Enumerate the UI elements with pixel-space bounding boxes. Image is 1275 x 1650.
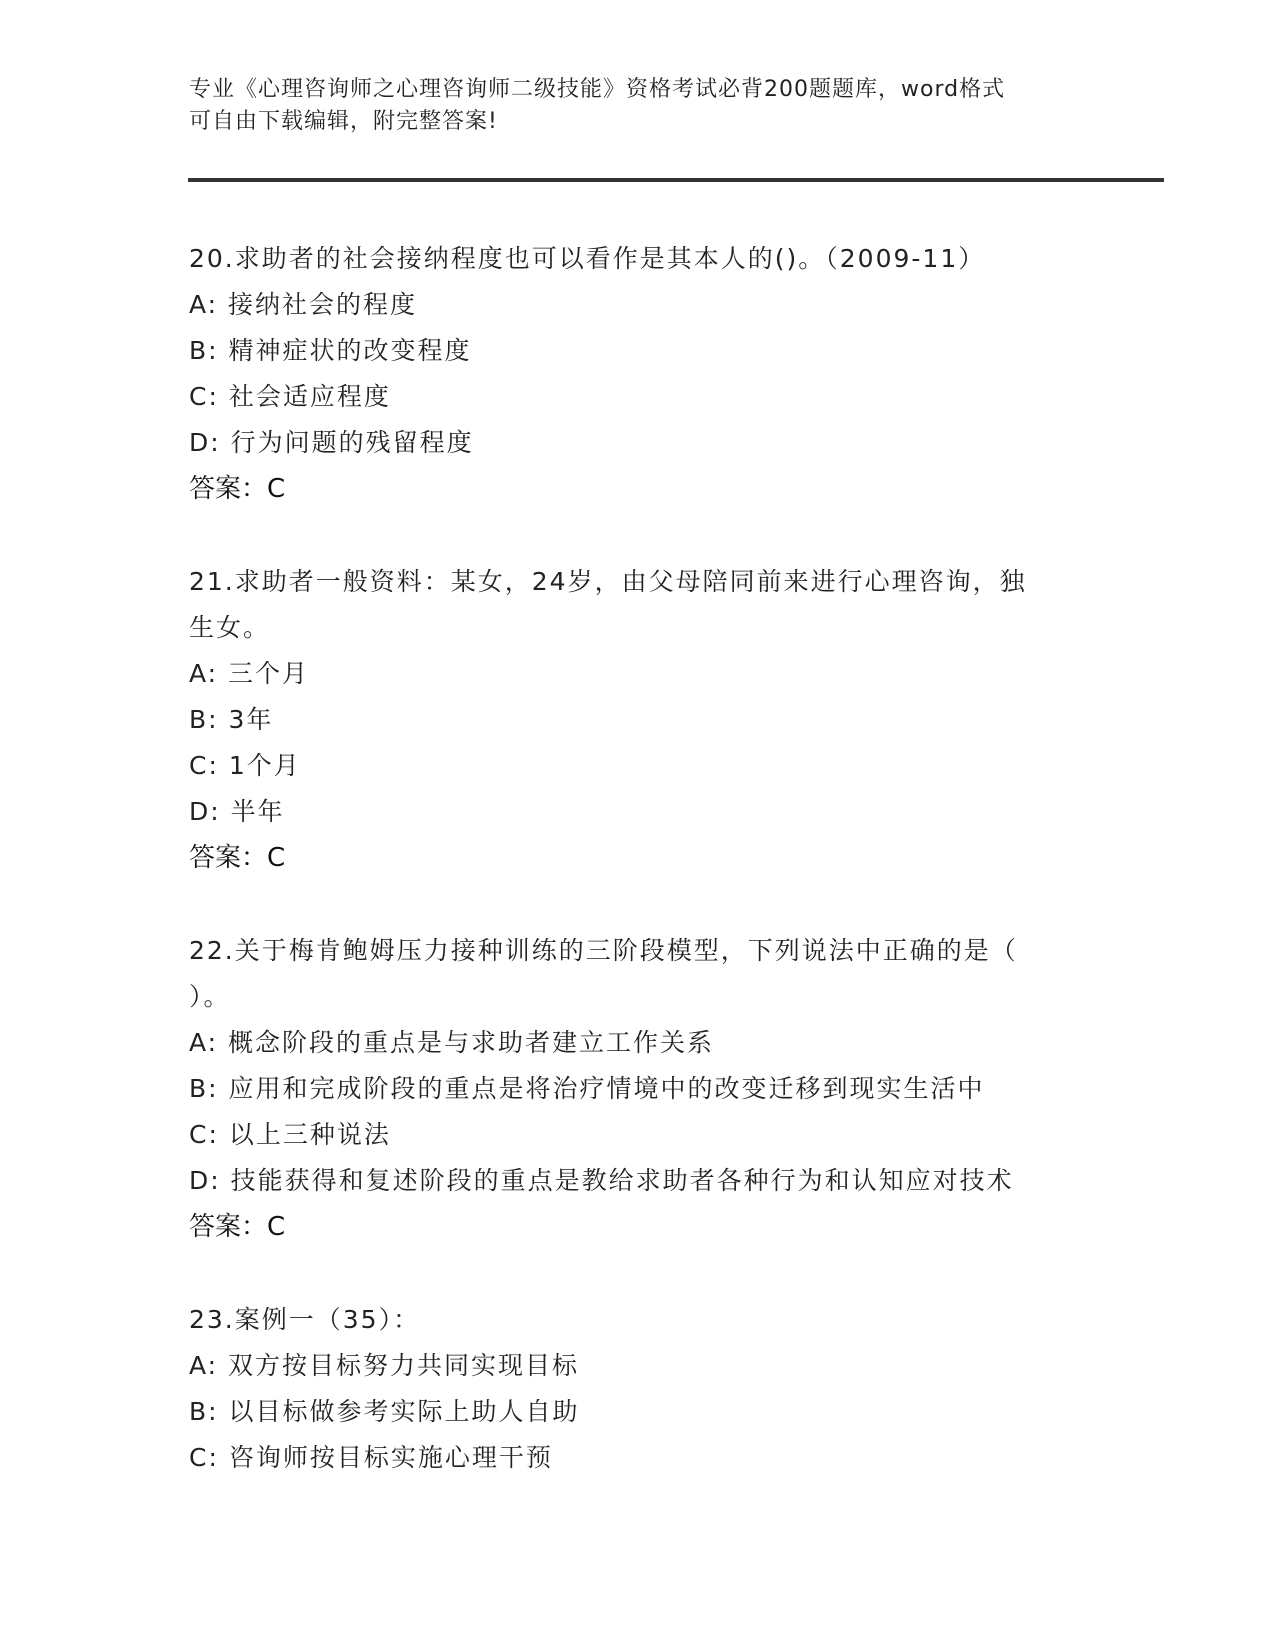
question-stem: 21.求助者一般资料：某女，24岁，由父母陪同前来进行心理咨询，独 <box>189 567 1027 596</box>
option-b: B: 精神症状的改变程度 <box>189 336 472 365</box>
option-d: D: 半年 <box>189 797 285 826</box>
question-20 <box>189 236 1089 512</box>
option-c: C: 1个月 <box>189 751 301 780</box>
question-23 <box>189 1297 1089 1481</box>
answer: 答案：C <box>189 474 286 504</box>
option-b: B: 3年 <box>189 705 274 734</box>
question-stem: 23.案例一（35）： <box>189 1305 421 1334</box>
header-line-1: 专业《心理咨询师之心理咨询师二级技能》资格考试必背200题题库，word格式 <box>189 77 1006 102</box>
option-a: A: 接纳社会的程度 <box>189 290 418 319</box>
question-stem-continued: ）。 <box>189 982 231 1011</box>
option-c: C: 社会适应程度 <box>189 382 391 411</box>
option-a: A: 三个月 <box>189 659 310 688</box>
answer: 答案：C <box>189 843 286 873</box>
option-b: B: 以目标做参考实际上助人自助 <box>189 1397 580 1426</box>
question-stem: 20.求助者的社会接纳程度也可以看作是其本人的()。（2009-11） <box>189 244 986 273</box>
option-c: C: 咨询师按目标实施心理干预 <box>189 1443 553 1472</box>
option-a: A: 概念阶段的重点是与求助者建立工作关系 <box>189 1028 715 1057</box>
question-stem: 22.关于梅肯鲍姆压力接种训练的三阶段模型，下列说法中正确的是（ <box>189 936 1018 965</box>
document-header <box>189 74 1079 138</box>
header-line-2: 可自由下载编辑，附完整答案! <box>189 109 498 134</box>
question-stem-continued: 生女。 <box>189 613 271 642</box>
question-list <box>189 236 1089 1528</box>
answer: 答案：C <box>189 1212 286 1242</box>
option-b: B: 应用和完成阶段的重点是将治疗情境中的改变迁移到现实生活中 <box>189 1074 985 1103</box>
header-divider <box>188 178 1164 182</box>
option-d: D: 行为问题的残留程度 <box>189 428 474 457</box>
question-21 <box>189 559 1089 881</box>
question-22 <box>189 928 1089 1250</box>
option-c: C: 以上三种说法 <box>189 1120 391 1149</box>
option-a: A: 双方按目标努力共同实现目标 <box>189 1351 580 1380</box>
option-d: D: 技能获得和复述阶段的重点是教给求助者各种行为和认知应对技术 <box>189 1166 1014 1195</box>
